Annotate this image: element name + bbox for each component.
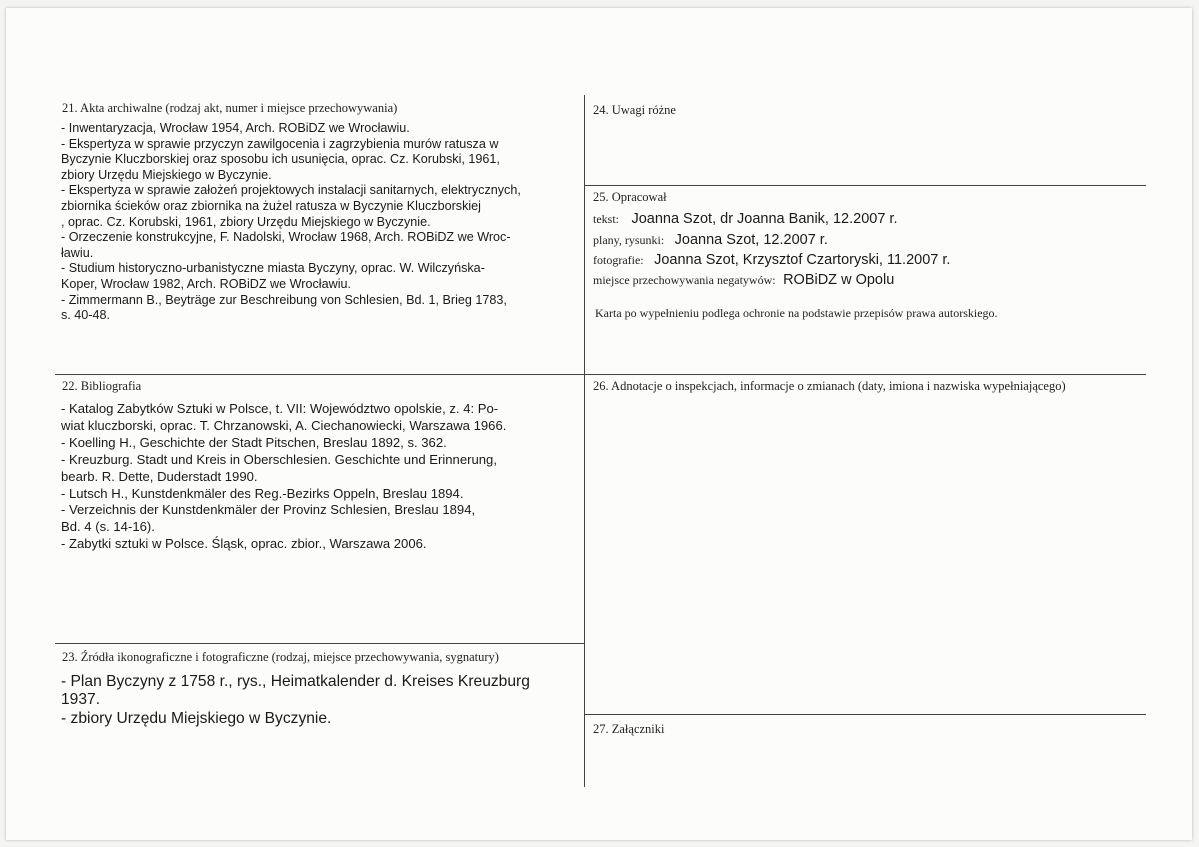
section-24-label: 24. Uwagi różne bbox=[593, 103, 676, 117]
section-21-label: 21. Akta archiwalne (rodzaj akt, numer i miejsce przechowywania) bbox=[62, 101, 398, 115]
text-author-value: Joanna Szot, dr Joanna Banik, 12.2007 r. bbox=[631, 211, 898, 227]
archive-line: , oprac. Cz. Korubski, 1961, zbiory Urzędu Miejskiego w Byczynie. bbox=[61, 214, 431, 229]
bibliography-line: - Kreuzburg. Stadt und Kreis in Oberschlesien. Geschichte und Erinnerung, bbox=[61, 451, 497, 467]
negatives-storage-row bbox=[593, 271, 894, 289]
iconography-line: - Plan Byczyny z 1758 r., rys., Heimatkalender d. Kreises Kreuzburg bbox=[61, 673, 530, 690]
archive-line: - Studium historyczno-urbanistyczne miasta Byczyny, oprac. W. Wilczyńska- bbox=[61, 261, 485, 276]
bibliography-line: - Zabytki sztuki w Polsce. Śląsk, oprac. zbior., Warszawa 2006. bbox=[61, 536, 427, 552]
bibliography-line: - Katalog Zabytków Sztuki w Polsce, t. VII: Województwo opolskie, z. 4: Po- bbox=[61, 401, 499, 416]
archive-line: Koper, Wrocław 1982, Arch. ROBiDZ we Wrocławiu. bbox=[61, 276, 351, 291]
archive-line: - Inwentaryzacja, Wrocław 1954, Arch. ROBiDZ we Wrocławiu. bbox=[61, 121, 410, 135]
bibliography-line: - Verzeichnis der Kunstdenkmäler der Provinz Schlesien, Breslau 1894, bbox=[61, 502, 476, 518]
divider-22-23 bbox=[55, 643, 585, 644]
bibliography-line: - Koelling H., Geschichte der Stadt Pitschen, Breslau 1892, s. 362. bbox=[61, 434, 447, 450]
archive-line: zbiornika ścieków oraz zbiornika na żużel ratusza w Byczynie Kluczborskiej bbox=[61, 198, 481, 213]
column-divider bbox=[584, 95, 585, 787]
section-22-label: 22. Bibliografia bbox=[62, 379, 142, 393]
author-text-row bbox=[593, 210, 897, 228]
section-23-content bbox=[61, 673, 530, 728]
archive-line: ławiu. bbox=[61, 245, 94, 260]
section-26-label: 26. Adnotacje o inspekcjach, informacje o zmianach (daty, imiona i nazwiska wypełniającego) bbox=[593, 379, 1066, 393]
divider-26-27 bbox=[585, 714, 1146, 715]
copyright-note: Karta po wypełnieniu podlega ochronie na podstawie przepisów prawa autorskiego. bbox=[595, 306, 998, 320]
divider-left-21-22 bbox=[55, 374, 585, 375]
bibliography-line: wiat kluczborski, oprac. T. Chrzanowski, A. Ciechanowiecki, Warszawa 1966. bbox=[61, 417, 507, 433]
text-author-label: tekst: bbox=[593, 212, 619, 226]
bibliography-line: bearb. R. Dette, Duderstadt 1990. bbox=[61, 468, 258, 484]
archive-line: - Orzeczenie konstrukcyjne, F. Nadolski, Wrocław 1968, Arch. ROBiDZ we Wroc- bbox=[61, 230, 511, 245]
plans-author-label: plany, rysunki: bbox=[593, 233, 665, 247]
bibliography-line: - Lutsch H., Kunstdenkmäler des Reg.-Bezirks Oppeln, Breslau 1894. bbox=[61, 485, 464, 501]
archive-line: - Zimmermann B., Beyträge zur Beschreibung von Schlesien, Bd. 1, Brieg 1783, bbox=[61, 292, 507, 307]
author-plans-row bbox=[593, 231, 828, 249]
author-photos-row bbox=[593, 251, 950, 269]
divider-right-25-26 bbox=[585, 374, 1146, 375]
section-22-content bbox=[61, 401, 506, 553]
section-25-label: 25. Opracował bbox=[593, 190, 667, 204]
iconography-line: 1937. bbox=[61, 691, 101, 709]
section-27-label: 27. Załączniki bbox=[593, 722, 665, 736]
archive-line: zbiory Urzędu Miejskiego w Byczynie. bbox=[61, 167, 272, 182]
archive-line: s. 40-48. bbox=[61, 308, 111, 323]
bibliography-line: Bd. 4 (s. 14-16). bbox=[61, 519, 155, 535]
section-21-content bbox=[61, 121, 521, 324]
plans-author-value: Joanna Szot, 12.2007 r. bbox=[674, 232, 828, 248]
negatives-storage-label: miejsce przechowywania negatywów: bbox=[593, 273, 776, 287]
archive-line: Byczynie Kluczborskiej oraz sposobu ich usunięcia, oprac. Cz. Korubski, 1961, bbox=[61, 152, 500, 167]
photos-author-label: fotografie: bbox=[593, 253, 644, 267]
archive-line: - Ekspertyza w sprawie założeń projektowych instalacji sanitarnych, elektrycznych, bbox=[61, 183, 521, 198]
negatives-storage-value: ROBiDZ w Opolu bbox=[783, 272, 895, 288]
divider-24-25 bbox=[585, 185, 1146, 186]
archive-line: - Ekspertyza w sprawie przyczyn zawilgocenia i zagrzybienia murów ratusza w bbox=[61, 136, 499, 151]
iconography-line: - zbiory Urzędu Miejskiego w Byczynie. bbox=[61, 709, 332, 727]
photos-author-value: Joanna Szot, Krzysztof Czartoryski, 11.2007 r. bbox=[654, 252, 951, 268]
section-23-label: 23. Źródła ikonograficzne i fotograficzne (rodzaj, miejsce przechowywania, sygnatury) bbox=[62, 650, 499, 664]
